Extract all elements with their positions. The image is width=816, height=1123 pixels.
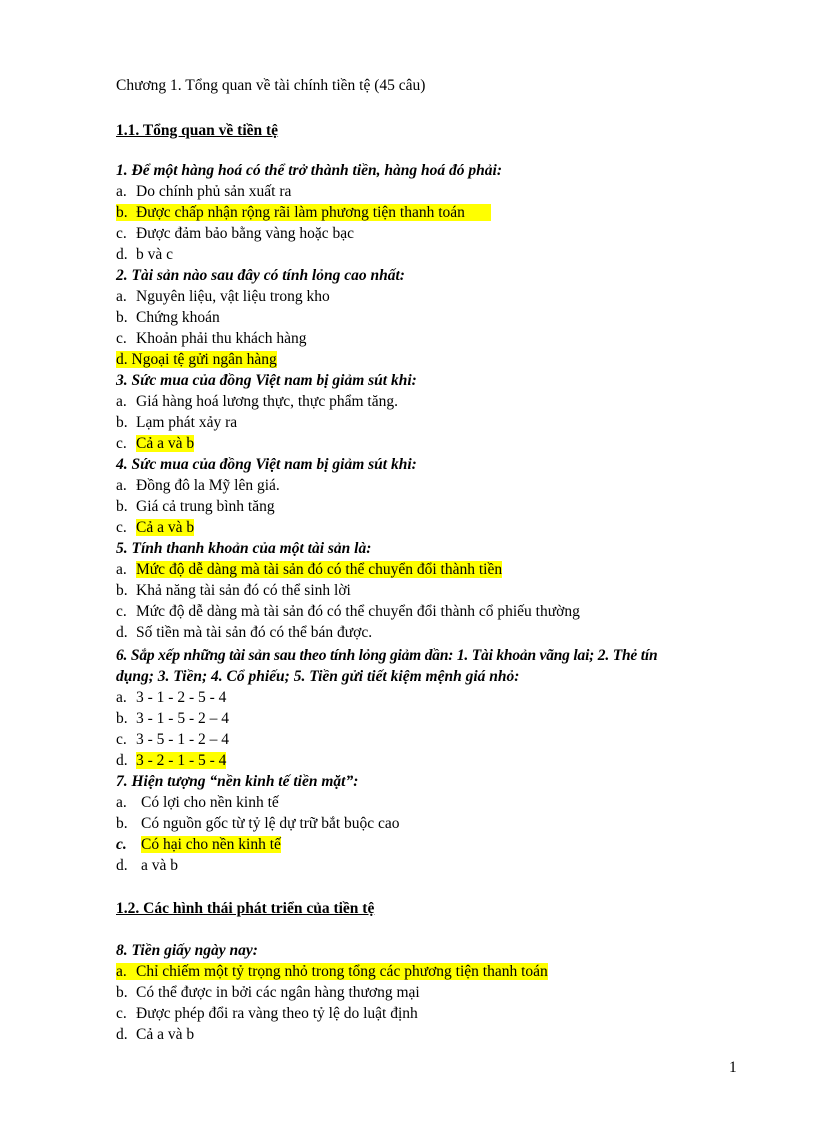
answer-option-correct: c. Cả a và b	[116, 519, 195, 536]
question: 6. Sắp xếp những tài sản sau theo tính lỏng giảm dần: 1. Tài khoản vãng lai; 2. Thẻ tín	[116, 647, 658, 664]
answer-option: a. Có lợi cho nền kinh tế	[116, 794, 279, 811]
question-continued: dụng; 3. Tiền; 4. Cổ phiếu; 5. Tiền gửi tiết kiệm mệnh giá nhỏ:	[116, 668, 520, 685]
answer-option-correct: d. 3 - 2 - 1 - 5 - 4	[116, 752, 227, 769]
chapter-title: Chương 1. Tổng quan về tài chính tiền tệ (45 câu)	[116, 77, 426, 94]
question: 8. Tiền giấy ngày nay:	[116, 942, 258, 959]
answer-option-correct: a. Chỉ chiếm một tỷ trọng nhỏ trong tổng các phương tiện thanh toán	[116, 963, 548, 980]
section-heading: 1.2. Các hình thái phát triển của tiền tệ	[116, 900, 375, 917]
answer-option: b. Khả năng tài sản đó có thể sinh lời	[116, 582, 351, 599]
answer-option: c. 3 - 5 - 1 - 2 – 4	[116, 731, 229, 748]
answer-option: b. Lạm phát xảy ra	[116, 414, 238, 431]
answer-option: b. Chứng khoán	[116, 309, 220, 326]
question: 5. Tính thanh khoản của một tài sản là:	[116, 540, 372, 557]
answer-option-correct: b. Được chấp nhận rộng rãi làm phương tiện thanh toán	[116, 202, 491, 223]
answer-option-correct: c. Cả a và b	[116, 435, 195, 452]
answer-option: b. 3 - 1 - 5 - 2 – 4	[116, 710, 229, 727]
answer-option: d. Số tiền mà tài sản đó có thể bán được.	[116, 624, 373, 641]
answer-option-correct: a. Mức độ dễ dàng mà tài sản đó có thể chuyển đổi thành tiền	[116, 561, 503, 578]
answer-option: d. Cả a và b	[116, 1026, 195, 1043]
question: 1. Để một hàng hoá có thể trở thành tiền, hàng hoá đó phải:	[116, 162, 502, 179]
answer-option: c. Được phép đổi ra vàng theo tỷ lệ do luật định	[116, 1005, 418, 1022]
answer-option: d. a và b	[116, 857, 179, 874]
answer-option: b. Có nguồn gốc từ tỷ lệ dự trữ bắt buộc cao	[116, 815, 400, 832]
question: 4. Sức mua của đồng Việt nam bị giảm sút khi:	[116, 456, 417, 473]
answer-option: c. Được đảm bảo bằng vàng hoặc bạc	[116, 225, 355, 242]
answer-option-correct: d. Ngoại tệ gửi ngân hàng	[116, 351, 277, 368]
answer-option: d. b và c	[116, 246, 174, 263]
question: 3. Sức mua của đồng Việt nam bị giảm sút khi:	[116, 372, 417, 389]
answer-option: b. Có thể được in bởi các ngân hàng thương mại	[116, 984, 420, 1001]
question: 7. Hiện tượng “nền kinh tế tiền mặt”:	[116, 773, 359, 790]
answer-option: a. Đồng đô la Mỹ lên giá.	[116, 477, 280, 494]
question: 2. Tài sản nào sau đây có tính lỏng cao nhất:	[116, 267, 405, 284]
section-heading: 1.1. Tổng quan về tiền tệ	[116, 122, 279, 139]
answer-option: a. Giá hàng hoá lương thực, thực phẩm tăng.	[116, 393, 398, 410]
answer-option: c. Khoản phải thu khách hàng	[116, 330, 307, 347]
answer-option: b. Giá cả trung bình tăng	[116, 498, 275, 515]
page-number: 1	[729, 1059, 737, 1076]
answer-option: c. Mức độ dễ dàng mà tài sản đó có thể chuyển đổi thành cổ phiếu thường	[116, 603, 580, 620]
answer-option-correct: c. Có hại cho nền kinh tế	[116, 836, 281, 853]
answer-option: a. 3 - 1 - 2 - 5 - 4	[116, 689, 227, 706]
answer-option: a. Nguyên liệu, vật liệu trong kho	[116, 288, 330, 305]
answer-option: a. Do chính phủ sản xuất ra	[116, 183, 292, 200]
